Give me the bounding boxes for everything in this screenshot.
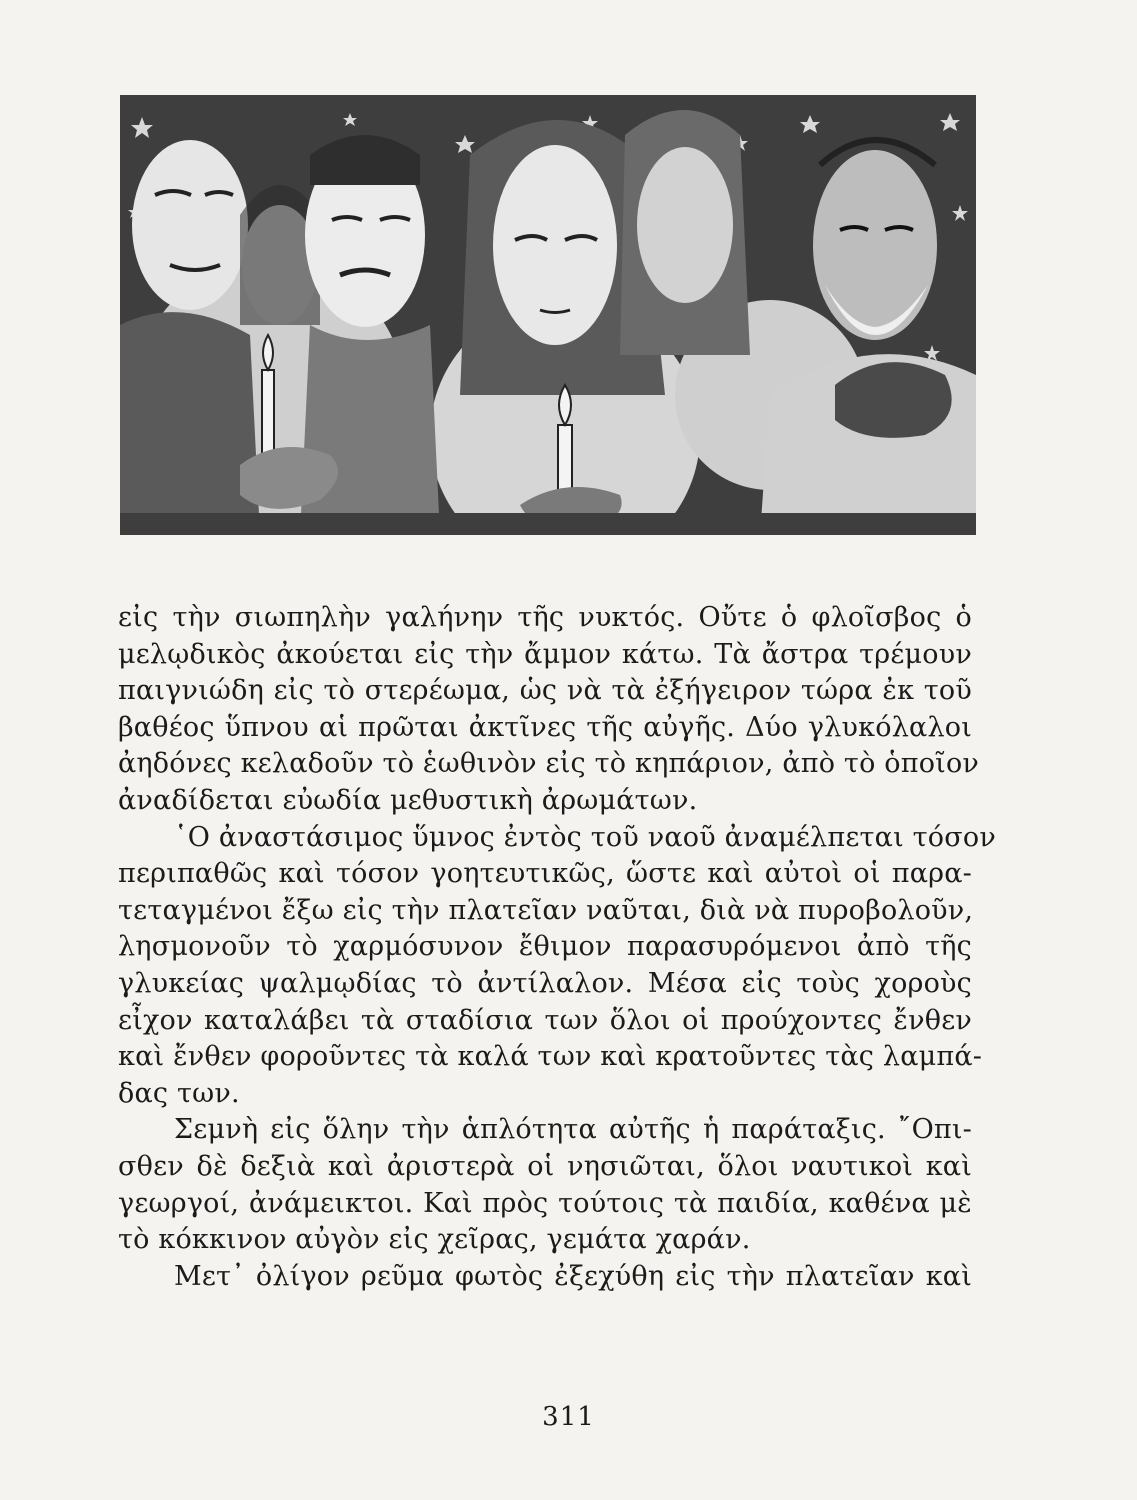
text-line: καὶ ἔνθεν φοροῦντες τὰ καλά των καὶ κρατοῦντες τὰς λαμπά-: [118, 1041, 983, 1073]
text-line: γεωργοί, ἀνάμεικτοι. Καὶ πρὸς τούτοις τὰ παιδία, καθένα μὲ: [118, 1187, 972, 1219]
text-line: εἰς τὴν σιωπηλὴν γαλήνην τῆς νυκτός. Οὔτε ὁ φλοῖσβος ὁ: [118, 602, 972, 633]
text-line: μελῳδικὸς ἀκούεται εἰς τὴν ἄμμον κάτω. Τὰ ἄστρα τρέμουν: [118, 638, 972, 670]
woodcut-illustration: [120, 95, 976, 535]
text-line: Μετ᾿ ὀλίγον ρεῦμα φωτὸς ἐξεχύθη εἰς τὴν πλατεῖαν καὶ: [174, 1260, 972, 1292]
text-line: περιπαθῶς καὶ τόσον γοητευτικῶς, ὥστε καὶ αὐτοὶ οἱ παρα-: [118, 858, 972, 890]
text-line: βαθέος ὕπνου αἱ πρῶται ἀκτῖνες τῆς αὐγῆς. Δύο γλυκόλαλοι: [118, 711, 972, 743]
paragraph: [118, 1112, 972, 1258]
paragraph: [118, 1259, 972, 1296]
text-line: σθεν δὲ δεξιὰ καὶ ἀριστερὰ οἱ νησιῶται, ὅλοι ναυτικοὶ καὶ: [118, 1150, 972, 1182]
text-line: λησμονοῦν τὸ χαρμόσυνον ἔθιμον παρασυρόμενοι ἀπὸ τῆς: [118, 931, 972, 963]
paragraph: [118, 600, 980, 820]
text-line: Σεμνὴ εἰς ὅλην τὴν ἁπλότητα αὐτῆς ἡ παράταξις. ῎Οπι-: [174, 1114, 972, 1146]
woodcut-easter-vigil-figures-with-candles-icon: [120, 95, 976, 535]
text-line: ἀηδόνες κελαδοῦν τὸ ἑωθινὸν εἰς τὸ κηπάριον, ἀπὸ τὸ ὁποῖον: [118, 748, 980, 780]
text-line: τεταγμένοι ἔξω εἰς τὴν πλατεῖαν ναῦται, διὰ νὰ πυροβολοῦν,: [118, 894, 974, 926]
text-line: τὸ κόκκινον αὐγὸν εἰς χεῖρας, γεμάτα χαράν.: [118, 1224, 751, 1256]
paragraph: [118, 820, 996, 1113]
text-line: ἀναδίδεται εὐωδία μεθυστικὴ ἀρωμάτων.: [118, 784, 698, 816]
page-text: [118, 600, 996, 1295]
text-line: ῾Ο ἀναστάσιμος ὕμνος ἐντὸς τοῦ ναοῦ ἀναμέλπεται τόσον: [174, 821, 996, 853]
text-line: δας των.: [118, 1077, 240, 1109]
page-number: 311: [542, 1402, 595, 1432]
text-line: γλυκείας ψαλμῳδίας τὸ ἀντίλαλον. Μέσα εἰς τοὺς χοροὺς: [118, 967, 972, 999]
text-line: παιγνιώδη εἰς τὸ στερέωμα, ὡς νὰ τὰ ἐξήγειρον τώρα ἐκ τοῦ: [118, 675, 972, 707]
text-line: εἶχον καταλάβει τὰ σταδίσια των ὅλοι οἱ προύχοντες ἔνθεν: [118, 1004, 972, 1036]
